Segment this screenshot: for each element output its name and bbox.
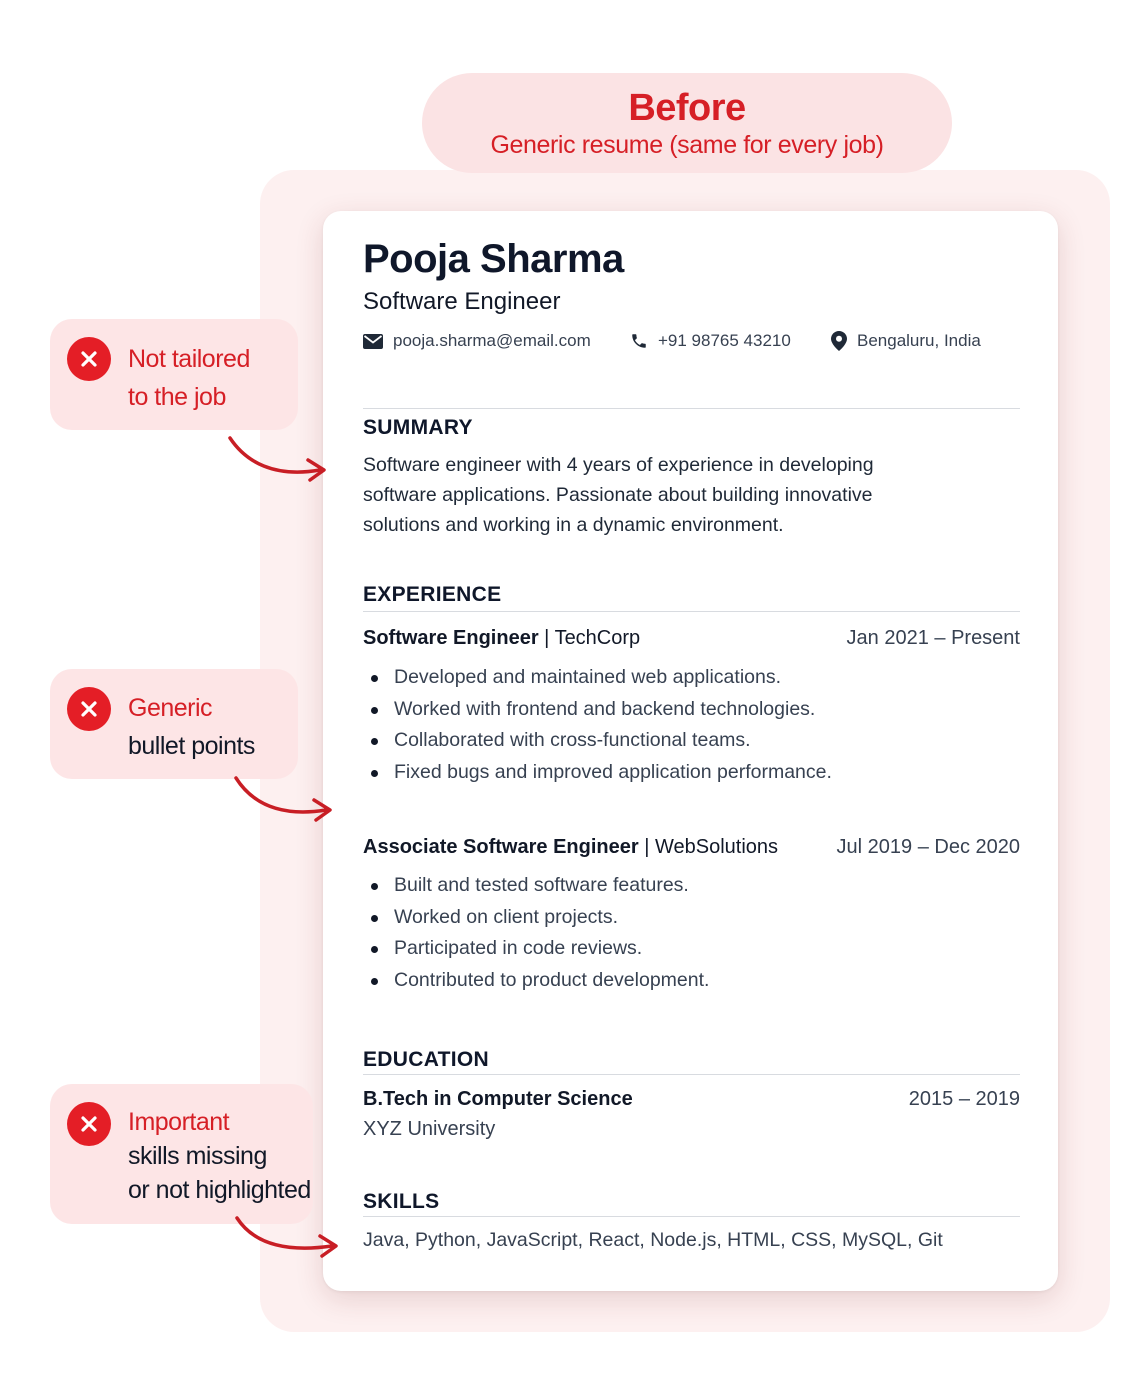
summary-line: solutions and working in a dynamic environment. <box>363 514 784 536</box>
job-1-company: TechCorp <box>554 627 641 649</box>
job-1-bullets <box>363 662 832 788</box>
list-item: Developed and maintained web applications. <box>363 662 832 694</box>
resume-card <box>323 211 1058 1291</box>
job-2-title: Associate Software Engineer <box>363 836 639 858</box>
callout-text <box>128 340 250 416</box>
divider-summary <box>363 408 1020 409</box>
job-2-company: WebSolutions <box>654 836 779 858</box>
map-pin-icon <box>831 331 847 351</box>
job-2-bullets <box>363 870 709 996</box>
summary-line: software applications. Passionate about building innovative <box>363 484 873 506</box>
list-item: Worked with frontend and backend technologies. <box>363 694 832 726</box>
job-2-dates: Jul 2019 – Dec 2020 <box>836 836 1020 858</box>
callout-line: to the job <box>128 383 226 411</box>
before-title: Before <box>628 87 746 129</box>
summary-text <box>363 450 1003 540</box>
list-item: Contributed to product development. <box>363 965 709 997</box>
x-circle-icon <box>67 337 111 381</box>
callout-generic-bullets <box>50 669 298 779</box>
email-text: pooja.sharma@email.com <box>393 331 591 350</box>
summary-heading: SUMMARY <box>363 416 473 439</box>
education-degree: B.Tech in Computer Science <box>363 1088 633 1110</box>
experience-heading: EXPERIENCE <box>363 583 502 606</box>
list-item: Fixed bugs and improved application performance. <box>363 757 832 789</box>
callout-skills-missing <box>50 1084 313 1224</box>
list-item: Collaborated with cross-functional teams. <box>363 725 832 757</box>
job-2-separator: | <box>638 836 655 858</box>
education-heading: EDUCATION <box>363 1048 489 1071</box>
curved-arrow-icon <box>224 430 334 490</box>
phone-text: +91 98765 43210 <box>658 331 791 350</box>
before-subtitle: Generic resume (same for every job) <box>490 131 884 159</box>
callout-line: Not tailored <box>128 345 250 373</box>
callout-line: bullet points <box>128 732 255 760</box>
callout-line: skills missing <box>128 1142 267 1170</box>
list-item: Worked on client projects. <box>363 902 709 934</box>
job-1-title: Software Engineer <box>363 627 539 649</box>
callout-line: Generic <box>128 694 213 722</box>
x-circle-icon <box>67 687 111 731</box>
education-dates: 2015 – 2019 <box>908 1088 1020 1110</box>
job-1-separator: | <box>538 627 555 649</box>
job-1-dates: Jan 2021 – Present <box>846 627 1020 649</box>
divider-skills <box>363 1216 1020 1217</box>
education-school: XYZ University <box>363 1118 496 1140</box>
skills-heading: SKILLS <box>363 1190 440 1213</box>
callout-text <box>128 689 255 765</box>
candidate-name: Pooja Sharma <box>363 237 624 281</box>
divider-experience <box>363 611 1020 612</box>
callout-line: Important <box>128 1108 230 1136</box>
callout-line: or not highlighted <box>128 1176 311 1204</box>
divider-education <box>363 1074 1020 1075</box>
envelope-icon <box>363 334 383 349</box>
job-1-header <box>363 627 640 650</box>
skills-list: Java, Python, JavaScript, React, Node.js, HTML, CSS, MySQL, Git <box>363 1229 943 1251</box>
list-item: Participated in code reviews. <box>363 933 709 965</box>
curved-arrow-icon <box>228 772 338 832</box>
x-circle-icon <box>67 1102 111 1146</box>
callout-text <box>128 1105 311 1207</box>
contact-email <box>363 331 591 351</box>
summary-line: Software engineer with 4 years of experience in developing <box>363 454 874 476</box>
callout-not-tailored <box>50 319 298 430</box>
candidate-role: Software Engineer <box>363 288 561 315</box>
location-text: Bengaluru, India <box>857 331 981 350</box>
curved-arrow-icon <box>230 1210 345 1270</box>
contact-location <box>831 331 981 351</box>
list-item: Built and tested software features. <box>363 870 709 902</box>
before-header-pill <box>422 73 952 173</box>
job-2-header <box>363 836 778 859</box>
contact-phone <box>630 331 791 351</box>
phone-icon <box>630 332 648 350</box>
